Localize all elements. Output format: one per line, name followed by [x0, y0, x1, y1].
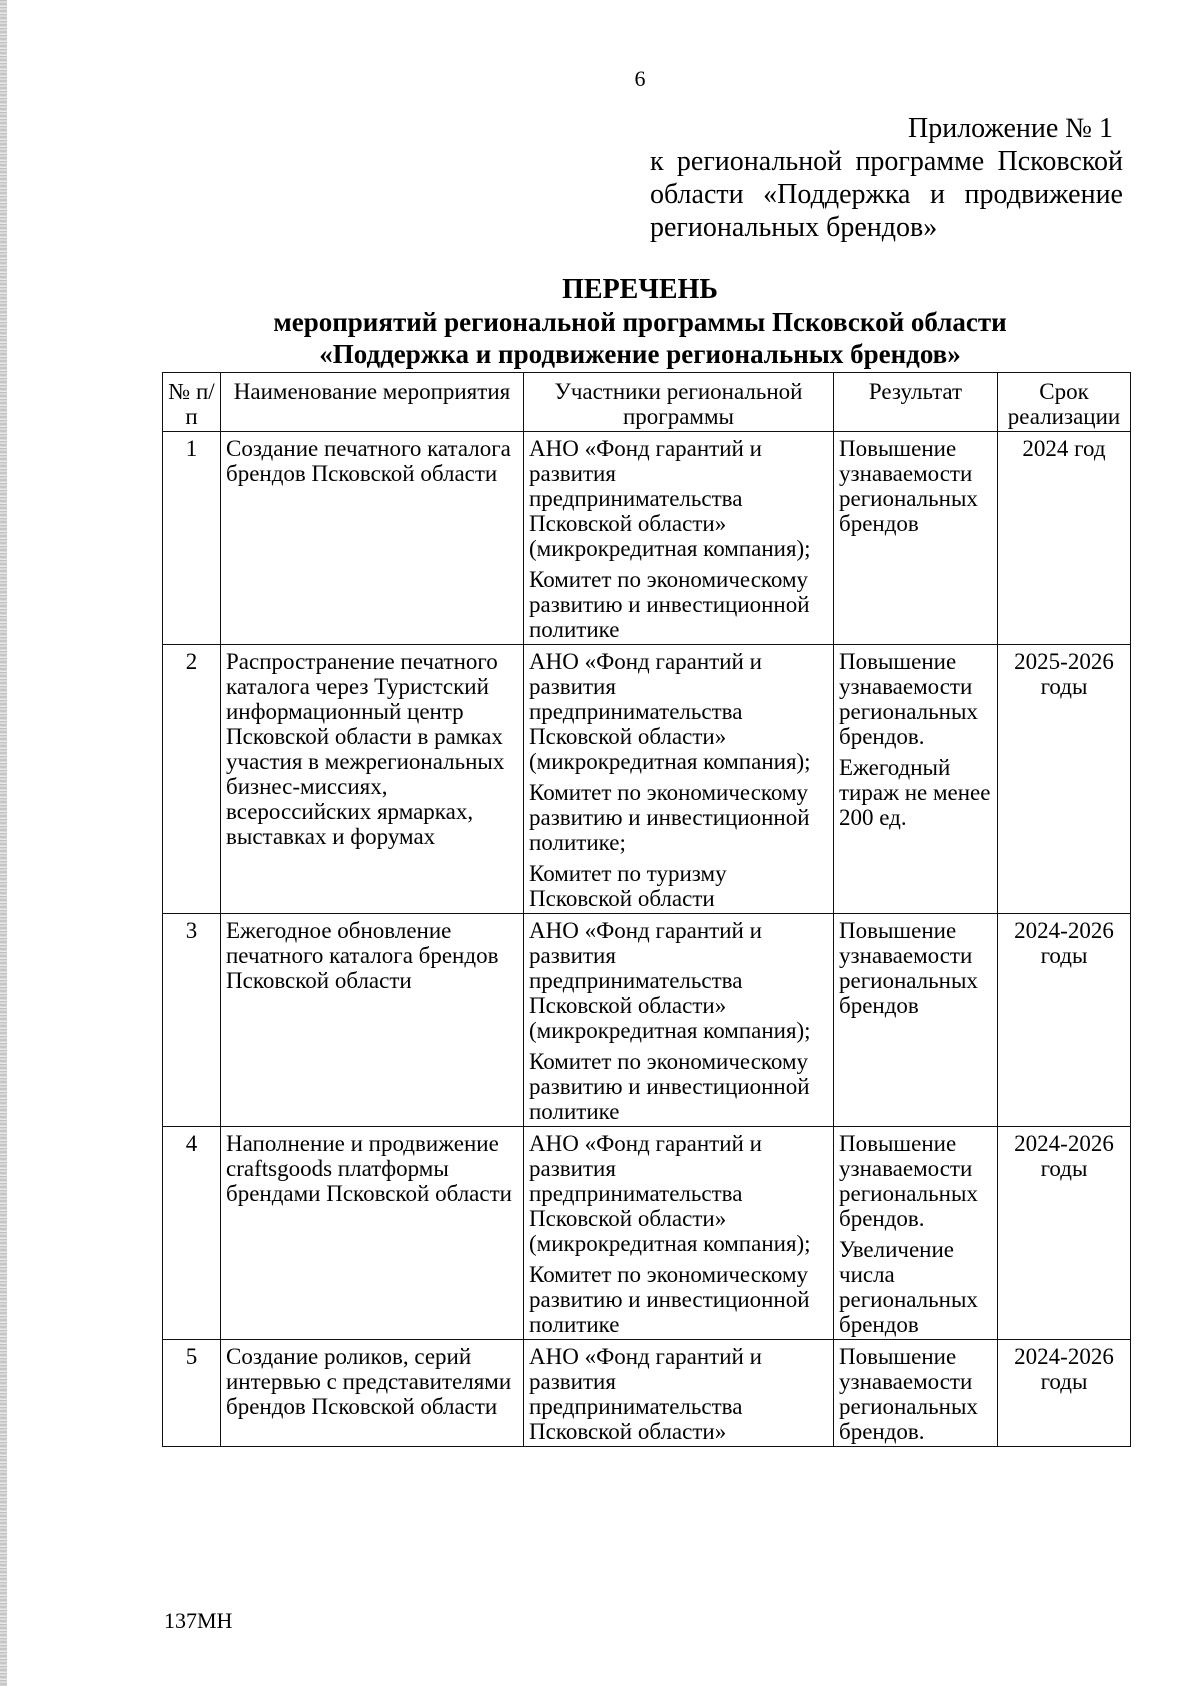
participant-entry: Комитет по экономическому развитию и инвестиционной политике — [529, 1049, 810, 1124]
header-name: Наименование мероприятия — [221, 373, 524, 432]
header-result: Результат — [834, 373, 998, 432]
participant-entry: АНО «Фонд гарантий и развития предпринимательства Псковской области» (микрокредитная компания); — [529, 918, 811, 1043]
table-row — [163, 914, 1131, 1127]
row-num: 2 — [163, 645, 221, 914]
header-term: Срок реализации — [998, 373, 1131, 432]
document-title — [150, 274, 1130, 370]
participant-entry: Комитет по туризму Псковской области — [529, 861, 727, 911]
participant-entry: АНО «Фонд гарантий и развития предпринимательства Псковской области» — [529, 1344, 762, 1444]
result-entry: Увеличение числа региональных брендов — [839, 1237, 978, 1337]
result-entry: Повышение узнаваемости региональных брендов. — [839, 1131, 978, 1231]
title-line-1: ПЕРЕЧЕНЬ — [562, 274, 718, 305]
row-participants — [524, 432, 834, 645]
result-entry: Повышение узнаваемости региональных брендов — [839, 436, 978, 536]
appendix-title: Приложение № 1 — [908, 113, 1113, 144]
row-participants — [524, 1340, 834, 1447]
table-row — [163, 432, 1131, 645]
table-row — [163, 1127, 1131, 1340]
row-num: 5 — [163, 1340, 221, 1447]
table-header-row — [163, 373, 1131, 432]
appendix-header — [650, 112, 1123, 244]
row-name: Распространение печатного каталога через Туристский информационный центр Псковской области в рамках участия в межрегиональных бизнес-миссиях, всероссийских ярмарках, выставках и форумах — [221, 645, 524, 914]
row-name: Наполнение и продвижение craftsgoods платформы брендами Псковской области — [221, 1127, 524, 1340]
row-num: 4 — [163, 1127, 221, 1340]
row-participants — [524, 1127, 834, 1340]
header-participants: Участники региональной программы — [524, 373, 834, 432]
participant-entry: Комитет по экономическому развитию и инвестиционной политике — [529, 567, 810, 642]
participant-entry: АНО «Фонд гарантий и развития предпринимательства Псковской области» (микрокредитная компания); — [529, 1131, 811, 1256]
title-line-2: мероприятий региональной программы Псковской области — [273, 307, 1007, 337]
measures-table — [162, 372, 1131, 1447]
row-term: 2025-2026 годы — [998, 645, 1131, 914]
participant-entry: Комитет по экономическому развитию и инвестиционной политике — [529, 1262, 810, 1337]
participant-entry: АНО «Фонд гарантий и развития предпринимательства Псковской области» (микрокредитная компания); — [529, 436, 811, 561]
participant-entry: Комитет по экономическому развитию и инвестиционной политике; — [529, 780, 810, 855]
row-result — [834, 1340, 998, 1447]
row-participants — [524, 645, 834, 914]
row-num: 1 — [163, 432, 221, 645]
row-name: Создание роликов, серий интервью с представителями брендов Псковской области — [221, 1340, 524, 1447]
title-line-3: «Поддержка и продвижение региональных брендов» — [319, 339, 961, 369]
scan-edge — [0, 0, 7, 1686]
row-participants — [524, 914, 834, 1127]
result-entry: Повышение узнаваемости региональных брендов — [839, 918, 978, 1018]
result-entry: Повышение узнаваемости региональных брендов. — [839, 649, 978, 749]
footer-code: 137МН — [164, 1608, 233, 1633]
participant-entry: АНО «Фонд гарантий и развития предпринимательства Псковской области» (микрокредитная компания); — [529, 649, 811, 774]
row-result — [834, 432, 998, 645]
row-name: Создание печатного каталога брендов Псковской области — [221, 432, 524, 645]
row-term: 2024-2026 годы — [998, 1340, 1131, 1447]
result-entry: Ежегодный тираж не менее 200 ед. — [839, 755, 991, 830]
page-number: 6 — [634, 66, 646, 91]
row-num: 3 — [163, 914, 221, 1127]
appendix-text: к региональной программе Псковской области «Поддержка и продвижение региональных брендов» — [650, 146, 1123, 243]
table-row — [163, 645, 1131, 914]
row-term: 2024-2026 годы — [998, 914, 1131, 1127]
row-result — [834, 645, 998, 914]
row-name: Ежегодное обновление печатного каталога брендов Псковской области — [221, 914, 524, 1127]
result-entry: Повышение узнаваемости региональных брендов. — [839, 1344, 978, 1444]
row-result — [834, 914, 998, 1127]
header-num: № п/п — [163, 373, 221, 432]
table-row — [163, 1340, 1131, 1447]
row-term: 2024 год — [998, 432, 1131, 645]
row-term: 2024-2026 годы — [998, 1127, 1131, 1340]
row-result — [834, 1127, 998, 1340]
